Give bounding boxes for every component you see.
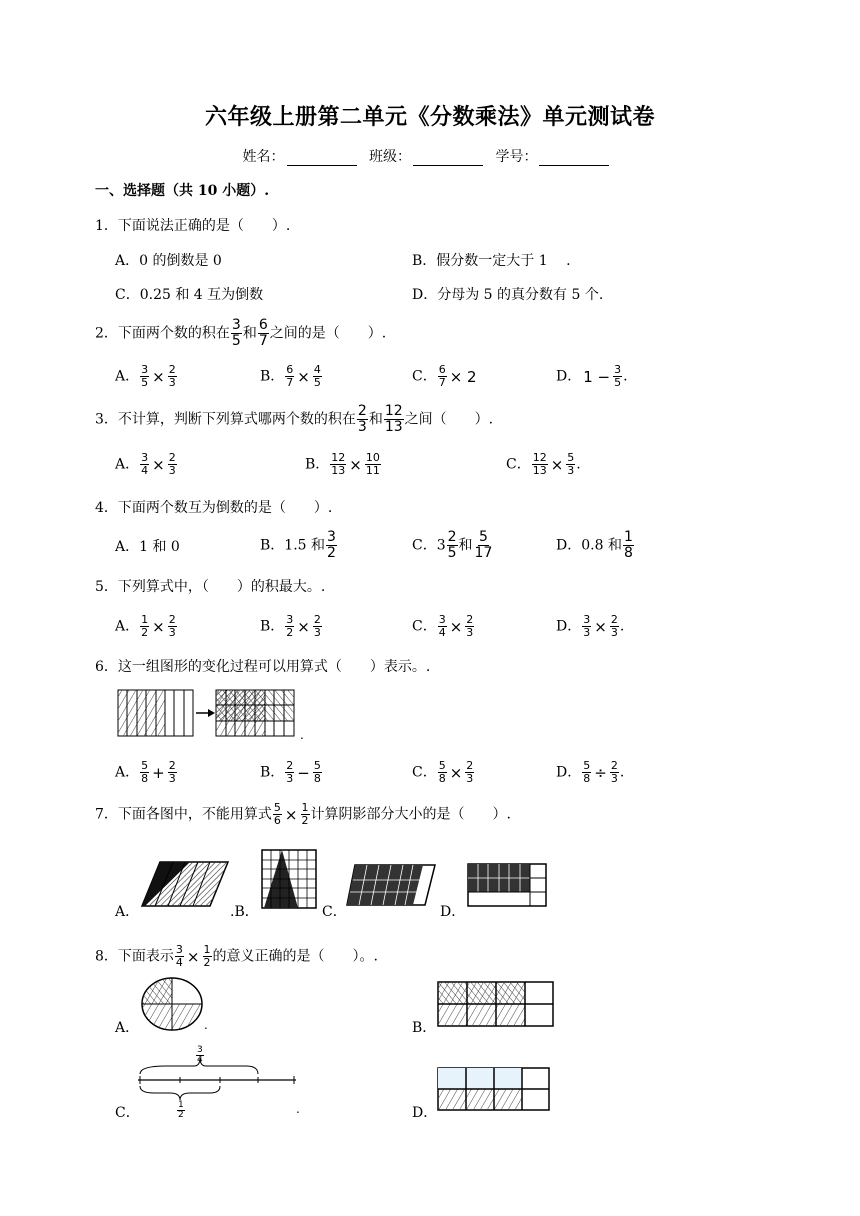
question-6-option-b: B． $\frac{2}{3}$ − $\frac{5}{8}$ xyxy=(260,759,321,785)
name-label: 姓名： xyxy=(242,149,285,165)
question-2-option-d: D． 1 − $\frac{3}{5}$ . xyxy=(556,363,628,389)
question-7-stem: 7．下面各图中，不能用算式 $\frac{5}{6}$ × $\frac{1}{2}$ 计算阴影部分大小的是（ ）. xyxy=(95,801,511,827)
question-8-figure-d xyxy=(436,1066,552,1114)
question-7-figure-d xyxy=(466,862,548,908)
question-1-option-b: B．假分数一定大于 1 . xyxy=(412,253,571,269)
question-6-figure xyxy=(116,688,306,740)
question-5-option-d: D． $\frac{3}{3}$ × $\frac{2}{3}$ . xyxy=(556,613,625,639)
question-6-option-a: A． $\frac{5}{8}$ + $\frac{2}{3}$ xyxy=(115,759,176,785)
question-6-option-d: D． $\frac{5}{8}$ ÷ $\frac{2}{3}$ . xyxy=(556,759,625,785)
question-4-option-c: C．3 $\frac{2}{5}$ 和 $\frac{5}{17}$ xyxy=(412,529,493,561)
question-2-stem xyxy=(95,318,386,349)
question-2-mid: 和 xyxy=(242,325,257,342)
question-5-stem: 5．下列算式中，（ ）的积最大。. xyxy=(95,579,326,595)
question-3-option-c: C． $\frac{12}{13}$ × $\frac{5}{3}$ . xyxy=(506,451,581,477)
question-3-option-b: B． $\frac{12}{13}$ × $\frac{10}{11}$ xyxy=(305,451,380,477)
question-2-option-a: A． $\frac{3}{5}$ × $\frac{2}{3}$ xyxy=(115,363,176,389)
question-8-figure-c-top-fraction: $\frac{3}{4}$ xyxy=(197,1045,203,1065)
question-1-option-a: A．0 的倒数是 0 xyxy=(115,253,222,269)
question-8-figure-b xyxy=(436,980,556,1030)
question-5-option-b: B． $\frac{3}{2}$ × $\frac{2}{3}$ xyxy=(260,613,321,639)
question-7-figure-a xyxy=(140,858,230,910)
question-7-option-c-label: C． xyxy=(322,904,347,920)
question-8-figure-c xyxy=(136,1046,302,1118)
id-label: 学号： xyxy=(495,149,538,165)
question-8-option-c-tail: . xyxy=(296,1102,300,1116)
question-8-option-b-label: B． xyxy=(412,1020,437,1036)
question-6-stem: 6．这一组图形的变化过程可以用算式（ ）表示。. xyxy=(95,659,431,675)
name-blank xyxy=(287,151,357,166)
frac: $\frac{6}{7}$ xyxy=(258,317,268,349)
class-blank xyxy=(413,151,483,166)
question-8-stem: 8．下面表示 $\frac{3}{4}$ × $\frac{1}{2}$ 的意义正确的是（ ）。. xyxy=(95,943,378,969)
question-8-figure-c-bottom-fraction: $\frac{1}{2}$ xyxy=(178,1100,184,1120)
class-label: 班级： xyxy=(369,149,411,165)
id-blank xyxy=(539,151,609,166)
question-4-option-a: A．1 和 0 xyxy=(115,539,180,555)
question-4-stem: 4．下面两个数互为倒数的是（ ）. xyxy=(95,500,333,516)
question-8-option-d-label: D． xyxy=(412,1105,438,1121)
question-1-option-c: C．0.25 和 4 互为倒数 xyxy=(115,287,264,303)
question-8-option-a-label: A． xyxy=(115,1020,140,1036)
question-7-option-b-label: .B． xyxy=(230,904,259,920)
question-8-figure-a xyxy=(140,976,204,1032)
question-3-stem: 3．不计算，判断下列算式哪两个数的积在 $\frac{2}{3}$ 和 $\frac{12}{13}$ 之间（ ）. xyxy=(95,403,494,435)
question-2-option-b: B． $\frac{6}{7}$ × $\frac{4}{5}$ xyxy=(260,363,321,389)
question-2-pre: 2．下面两个数的积在 xyxy=(95,325,230,342)
question-7-option-a-label: A． xyxy=(115,904,140,920)
question-4-option-b: B．1.5 和 $\frac{3}{2}$ xyxy=(260,529,336,561)
question-2-option-c: C． $\frac{6}{7}$ × 2 xyxy=(412,363,477,389)
question-5-option-c: C． $\frac{3}{4}$ × $\frac{2}{3}$ xyxy=(412,613,474,639)
question-1-stem: 1．下面说法正确的是（ ）. xyxy=(95,218,291,234)
question-7-figure-b xyxy=(260,848,318,910)
page-title: 六年级上册第二单元《分数乘法》单元测试卷 xyxy=(204,104,655,130)
section-heading: 一、选择题（共 10 小题）. xyxy=(95,183,270,199)
question-2-post: 之间的是（ ）. xyxy=(269,325,387,342)
question-1-option-d: D．分母为 5 的真分数有 5 个. xyxy=(412,287,604,303)
question-7-figure-c xyxy=(345,862,437,908)
question-5-option-a: A． $\frac{1}{2}$ × $\frac{2}{3}$ xyxy=(115,613,176,639)
frac: $\frac{3}{5}$ xyxy=(231,317,241,349)
question-8-option-c-label: C． xyxy=(115,1105,140,1121)
question-4-option-d: D．0.8 和 $\frac{1}{8}$ xyxy=(556,529,633,561)
question-7-option-d-label: D． xyxy=(440,904,466,920)
question-6-figure-tail: . xyxy=(300,728,304,742)
question-6-option-c: C． $\frac{5}{8}$ × $\frac{2}{3}$ xyxy=(412,759,474,785)
question-8-option-a-tail: . xyxy=(204,1018,208,1032)
question-3-option-a: A． $\frac{3}{4}$ × $\frac{2}{3}$ xyxy=(115,451,176,477)
student-info xyxy=(0,146,860,166)
